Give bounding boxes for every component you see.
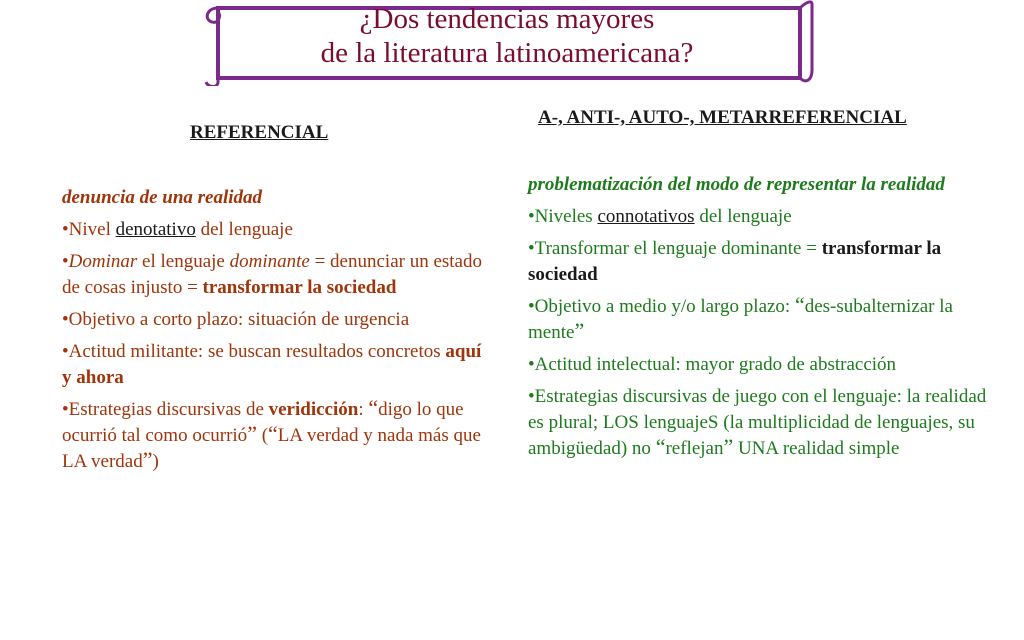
text: el lenguaje — [137, 251, 230, 272]
text: reflejan — [665, 438, 724, 459]
text: • — [62, 251, 69, 272]
text: ( — [256, 425, 269, 446]
page-title — [220, 2, 794, 70]
text: del lenguaje — [195, 219, 293, 240]
right-item-objetivo — [528, 294, 998, 346]
text: •Nivel — [62, 219, 116, 240]
left-column-heading: REFERENCIAL — [190, 122, 329, 143]
close-quote: ” — [723, 434, 734, 459]
text: •Objetivo a medio y/o largo plazo: — [528, 296, 795, 317]
close-quote: ” — [142, 447, 153, 472]
underlined-term: connotativos — [597, 206, 695, 227]
left-item-objetivo: •Objetivo a corto plazo: situación de urgencia — [62, 309, 410, 330]
text: digo lo que ocurrió tal como ocurrió — [62, 399, 464, 446]
left-item-nivel — [62, 217, 482, 243]
text: LA verdad y nada más que LA verdad — [62, 425, 481, 472]
left-lead: denuncia de una realidad — [62, 187, 263, 208]
bold-term: transformar la sociedad — [528, 238, 942, 285]
text: = denunciar un estado de cosas injusto = — [62, 251, 482, 298]
right-lead: problematización del modo de representar la realidad — [528, 174, 945, 195]
text: •Estrategias discursivas de juego con el lenguaje: la realidad es plural; LOS lenguajeS (la multiplicidad de lenguajes, su ambigüedad) no — [528, 386, 987, 459]
open-quote: “ — [655, 434, 666, 459]
right-item-transformar — [528, 236, 998, 288]
right-column-heading: A-, ANTI-, AUTO-, METARREFERENCIAL — [538, 107, 907, 128]
italic-term: dominante — [229, 251, 310, 272]
right-item-niveles — [528, 204, 998, 230]
bold-term: veridicción — [268, 399, 359, 420]
title-line-1: ¿Dos tendencias mayores — [359, 3, 655, 35]
close-quote: ” — [574, 318, 585, 343]
open-quote: “ — [368, 395, 379, 420]
right-item-actitud: •Actitud intelectual: mayor grado de abstracción — [528, 354, 897, 375]
text: ) — [152, 451, 159, 472]
open-quote: “ — [268, 421, 278, 446]
left-item-estrategias — [62, 397, 482, 475]
text: des-subalternizar la mente — [528, 296, 953, 343]
underlined-term: denotativo — [115, 219, 196, 240]
text: •Transformar el lenguaje dominante = — [528, 238, 822, 259]
left-item-actitud — [62, 339, 482, 391]
text: •Niveles — [528, 206, 598, 227]
title-scroll-banner — [200, 0, 814, 86]
italic-term: Dominar — [68, 251, 138, 272]
bold-term: aquí y ahora — [62, 341, 482, 388]
left-item-dominar — [62, 249, 482, 301]
text: UNA realidad simple — [733, 438, 900, 459]
open-quote: “ — [794, 292, 805, 317]
bold-term: transformar la sociedad — [202, 277, 397, 298]
text: •Estrategias discursivas de — [62, 399, 269, 420]
close-quote: ” — [247, 421, 257, 446]
text: •Actitud militante: se buscan resultados concretos — [62, 341, 446, 362]
text: : — [358, 399, 369, 420]
title-line-2: de la literatura latinoamericana? — [320, 37, 694, 69]
left-column — [62, 185, 482, 481]
right-column — [528, 172, 998, 468]
text: del lenguaje — [694, 206, 792, 227]
right-item-estrategias — [528, 384, 998, 462]
